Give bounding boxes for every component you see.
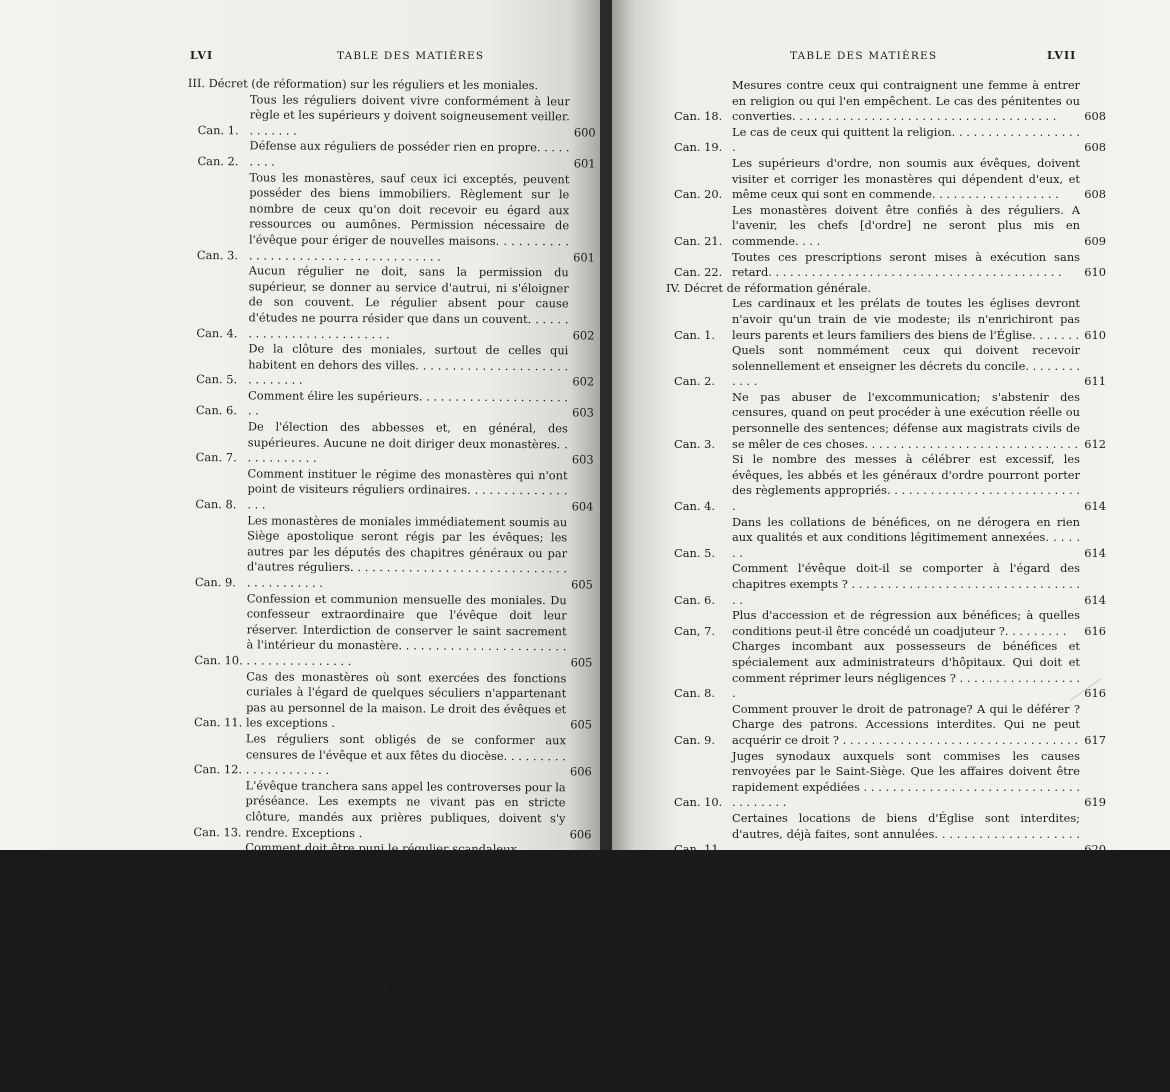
entry-text: Comment prouver le droit de patronage? A qui le déférer ? Charge des patrons. Accessions interdites. Qui ne peut acquérir ce droit ? . . . . . . . . . . . . . . . . . . . . . . . . . . . . . . . . .: [732, 701, 1080, 747]
canon-label: Can. 1.: [674, 327, 715, 342]
toc-entry: [182, 918, 591, 1030]
page-number: 604: [571, 499, 594, 514]
entry-text: Ne pas abuser de l'excommunication; s'abstenir des censures, quand on peut procéder à une exécution réelle ou personnelle des sentences; défense aux magistrats civils de se mêler de ces choses. . . . . . . . . . . . . . . . . . . . . . . . . . . . . .: [732, 389, 1080, 451]
canon-label: Can. 15.: [192, 902, 242, 917]
entry-text: La profession religieuse ne pourra être faite qu'après un an au moins de noviciat et à seize ans accomplis. . . . . . . . . .: [244, 871, 566, 918]
page-number: 605: [570, 655, 593, 670]
entry-text: Tous les réguliers doivent vivre conformément à leur règle et les supérieurs y doivent soigneusement veiller. . . . . . . .: [249, 91, 570, 138]
entry-text: Les monastères de moniales immédiatement soumis au Siège apostolique seront régis par les évêques; les autres par les députés des chapitres généraux ou par d'autres réguliers. . . . . . . . . . . . . . . . . . . . . . . . . . . . . . . . . . . . . . . . .: [246, 512, 568, 590]
page-number: 606: [569, 904, 591, 919]
canon-label: Can. 17.: [191, 1074, 241, 1089]
toc-entry: [670, 749, 1106, 811]
canon-label: Can. 16.: [192, 1011, 241, 1026]
toc-entry: [187, 170, 596, 266]
section-heading: IV. Décret de réformation générale.: [666, 280, 871, 295]
entry-text: Si le nombre des messes à célébrer est excessif, les évêques, les abbés et les généraux d'ordre pourront porter des règlements appropriés. . . . . . . . . . . . . . . . . . . . . . . . . . . .: [732, 452, 1080, 514]
entry-text: Le cas de ceux qui quittent la religion. . . . . . . . . . . . . . . . . . .: [732, 124, 1080, 155]
toc-entry: [670, 125, 1106, 156]
toc-entry: [670, 156, 1106, 203]
canon-label: Can. 7.: [195, 450, 237, 465]
page-number: 620: [1084, 842, 1106, 857]
canon-label: Can. 9.: [194, 575, 236, 590]
entry-text: Comment élire les supérieurs. . . . . . . . . . . . . . . . . . . . . . .: [247, 388, 569, 418]
toc-entry: [185, 513, 593, 593]
toc-list: [182, 76, 596, 1092]
entry-text: Toutes ces prescriptions seront mises à exécution sans retard. . . . . . . . . . . . . . . . . . . . . . . . . . . . . . . . . . . . . . . . .: [732, 249, 1080, 280]
canon-label: Can. 19.: [674, 140, 723, 155]
toc-entry: [183, 840, 591, 874]
page-number: 607: [568, 1076, 590, 1091]
canon-label: Can. 13.: [193, 824, 242, 839]
entry-text: Comment instituer le régime des monastères qui n'ont point de visiteurs réguliers ordinaires. . . . . . . . . . . . . . . . .: [247, 466, 568, 512]
canon-label: Can. 3.: [674, 436, 715, 451]
toc-entry: [186, 419, 594, 468]
page-number-header: LVII: [1047, 49, 1077, 62]
entry-text: La jeune fille, âgée de plus de douze ans, doit être examinée par l'Ordinaire si elle veut prendre l'habit régulier; l'examen est obligatoire aussi avant la profession. . . . . . . .: [243, 1027, 565, 1090]
page-number: 603: [571, 452, 594, 467]
page-number: 606: [569, 858, 592, 873]
canon-label: Can. 10.: [194, 653, 243, 668]
canon-label: Can, 7.: [674, 623, 715, 638]
toc-entry: [670, 452, 1106, 514]
toc-entry: [187, 138, 595, 172]
canon-label: Can. 12.: [193, 762, 243, 777]
page-number: 601: [573, 249, 595, 265]
page-number: 612: [1084, 436, 1106, 451]
canon-label: Can. 12.: [674, 904, 723, 919]
entry-text: Juges synodaux auxquels sont commises les causes renvoyées par le Saint-Siège. Que les affaires doivent être rapidement expédiées . . . . . . . . . . . . . . . . . . . . . . . . . . . . . . . . . . . . . .: [732, 748, 1080, 810]
canon-label: Can. 2.: [197, 154, 239, 169]
toc-entry: [670, 296, 1106, 343]
toc-entry: [670, 967, 1106, 1014]
toc-entry: [670, 515, 1106, 562]
toc-entry: [184, 669, 592, 734]
canon-label: Can. 5.: [196, 372, 238, 387]
page-number: 605: [570, 717, 593, 732]
page-number: 610: [1084, 327, 1106, 342]
entry-text: Paiement des dîmes. Ceux qui les soustraient seront excommuniés. Obligation pour les fidèles de subvenir à l'entretien des pasteurs dans les églises pauvres. . . . . . . . . . . . . . . .: [732, 857, 1080, 919]
page-number: 605: [571, 577, 593, 592]
page-number: 614: [1084, 545, 1106, 560]
toc-entry: [184, 731, 592, 780]
entry-text: Quels sont nommément ceux qui doivent recevoir solennellement et enseigner les décrets du concile. . . . . . . . . . . .: [732, 343, 1080, 389]
canon-label: Can. 10.: [674, 795, 723, 810]
toc-entry: [670, 811, 1106, 858]
page-number-header: LVI: [190, 49, 214, 62]
page-number: 614: [1084, 592, 1106, 607]
canon-label: Can. 21.: [674, 233, 723, 248]
toc-entry: [670, 608, 1106, 639]
entry-text: Cas des monastères où sont exercées des fonctions curiales à l'égard de quelques séculiers n'appartenant pas au personnel de la maison. Le droit des évêques et les exceptions .: [246, 668, 567, 731]
canon-label: Can. 14.: [193, 855, 242, 871]
canon-label: Can. 2.: [674, 374, 715, 389]
page-number: 617: [1084, 732, 1106, 747]
canon-label: Can. 13.: [674, 951, 723, 966]
canon-label: Can. 1.: [197, 122, 239, 138]
page-number: 602: [572, 374, 595, 389]
canon-label: Can. 11.: [674, 842, 723, 857]
entry-text: Comment l'évêque doit-il se comporter à l'égard des chapitres exempts ? . . . . . . . . . . . . . . . . . . . . . . . . . . . . . . . . . .: [732, 561, 1080, 607]
page-number: 621: [1084, 951, 1106, 966]
page-number: 600: [573, 125, 596, 140]
page-number: 619: [1084, 795, 1106, 810]
canon-label: Can. 6.: [674, 592, 715, 607]
page-number: 606: [569, 764, 592, 779]
toc-entry: [186, 388, 594, 422]
page-number: 607: [568, 1013, 591, 1029]
toc-entry: [183, 778, 591, 843]
entry-text: Tous les monastères, sauf ceux ici exceptés, peuvent posséder des biens immobiliers. Règlement sur le nombre de ceux qu'on doit recevoir eu égard aux ressources ou aumônes. Permission nécessaire de l'évêque pour ériger de nouvelles maisons. . . . . . . . . . . . . . . . . . . . . . . . . . . . . . . . . . . . .: [248, 169, 570, 264]
entry-text: Mesures contre ceux qui contraignent une femme à entrer en religion ou qui l'en empêchent. Le cas des pénitentes ou converties. . . . . . . . . . . . . . . . . . . . . . . . . . . . . . . . . . . . .: [732, 78, 1080, 124]
toc-entry: [670, 858, 1106, 920]
entry-text: De l'élection des abbesses et, en général, des supérieures. Aucune ne doit diriger deux monastères. . . . . . . . . . . .: [247, 419, 568, 466]
toc-entry: [670, 639, 1106, 701]
canon-label: Can. 20.: [674, 187, 723, 202]
canon-label: Can. 3.: [196, 247, 238, 262]
page-number: 608: [1084, 187, 1106, 202]
entry-text: Aucun régulier ne doit, sans la permission du supérieur, se donner au service d'autrui, ni s'éloigner de son couvent. Le régulier absent pour cause d'études ne pourra résider que dans un couvent. . . . . . . . . . . . . . . . . . . . . . . . . .: [248, 263, 569, 341]
toc-entry: [183, 871, 591, 920]
toc-entry: [670, 390, 1106, 452]
canon-label: Can. 4.: [674, 499, 715, 514]
entry-text: Les réguliers sont obligés de se conformer aux censures de l'évêque et aux fêtes du diocèse. . . . . . . . . . . . . . . . . . . . .: [245, 731, 566, 777]
page-number: 610: [1084, 265, 1106, 280]
page-number: 616: [1084, 623, 1106, 638]
canon-label: Can. 14.: [674, 998, 723, 1013]
entry-text: Les cardinaux et les prélats de toutes les églises devront n'avoir qu'un train de vie modeste; ils n'enrichiront pas leurs parents et leurs familiers des biens de l'Église. . . . . . .: [732, 296, 1080, 342]
toc-entry: [185, 466, 593, 515]
entry-text: Certaines locations de biens d'Église sont interdites; d'autres, déjà faites, sont annulées. . . . . . . . . . . . . . . . . . . . . . .: [732, 810, 1080, 857]
canon-label: Can. 8.: [195, 497, 237, 512]
entry-text: Prescriptions relatives à la procédure contre les clercs concubinaires. . . . . . . . . . . . . . . . . . . . . . . . . . . . . . . . . . . . . . .: [732, 966, 1080, 1013]
entry-text: Les monastères doivent être confiés à des réguliers. A l'avenir, les chefs [d'ordre] ne seront plus mis en commende. . . .: [732, 202, 1080, 248]
toc-entry: [184, 591, 592, 671]
page-number: 608: [1084, 140, 1106, 155]
page-number: 609: [1084, 233, 1106, 248]
toc-entry: [670, 78, 1106, 125]
page-number: 621: [1084, 904, 1106, 919]
toc-entry: [670, 920, 1106, 967]
toc-entry: [186, 263, 594, 343]
toc-entry: [186, 341, 594, 390]
running-header: TABLE DES MATIÈRES: [337, 50, 485, 62]
page-number: 601: [573, 156, 596, 171]
section-heading: III. Décret (de réformation) sur les réguliers et les moniales.: [187, 76, 539, 93]
right-page: [612, 0, 1170, 1013]
entry-text: Dans les collations de bénéfices, on ne dérogera en rien aux qualités et aux conditions légitimement annexées. . . . . . .: [732, 514, 1080, 560]
toc-list: [666, 78, 1106, 1014]
page-number: 602: [572, 327, 595, 342]
page-number: 608: [1084, 109, 1106, 124]
toc-entry: [670, 702, 1106, 749]
page-number: 621: [1084, 998, 1106, 1013]
book-gutter: [600, 0, 612, 850]
page-number: 614: [1084, 499, 1106, 514]
entry-text: L'évêque tranchera sans appel les controverses pour la préséance. Les exempts ne vivant pas en stricte clôture, mandés aux prières publiques, doivent s'y rendre. Exceptions .: [245, 778, 566, 840]
running-header: TABLE DES MATIÈRES: [790, 50, 938, 62]
canon-label: Can. 9.: [674, 732, 715, 747]
canon-label: Can. 11.: [194, 715, 243, 730]
canon-label: Can. 22.: [674, 265, 723, 280]
toc-entry: [182, 1027, 590, 1092]
canon-label: Can. 8.: [674, 686, 715, 701]
canon-label: Can. 5.: [674, 545, 715, 560]
entry-text: La quarte funéraire due aux églises cathédrales ou paroissiales. . . . . . . . . . . . . . . . . . . . . . . . . . . . . . . . . . . . . . . . .: [732, 920, 1080, 966]
canon-label: Can. 6.: [195, 403, 237, 418]
toc-entry: [670, 561, 1106, 608]
toc-entry: [670, 250, 1106, 281]
toc-entry: [670, 203, 1106, 250]
page-number: 603: [572, 405, 594, 420]
canon-label: Can. 4.: [196, 325, 238, 340]
entry-text: Comment doit être puni le régulier scandaleux. . . . . . . . . .: [245, 840, 566, 871]
entry-text: Les supérieurs d'ordre, non soumis aux évêques, doivent visiter et corriger les monastères qui dépendent d'eux, et même ceux qui sont en commende. . . . . . . . . . . . . . . . . .: [732, 155, 1080, 202]
entry-text: De la clôture des moniales, surtout de celles qui habitent en dehors des villes. . . . . . . . . . . . . . . . . . . . . . . . . . . . .: [248, 341, 569, 387]
toc-entry: [670, 343, 1106, 390]
entry-text: Charges incombant aux possesseurs de bénéfices et spécialement aux administrateurs d'hôpitaux. Qui doit et comment réprimer leurs négligences ? . . . . . . . . . . . . . . . . . .: [732, 639, 1080, 701]
entry-text: Toute renonciation ou obligation faite plus de deux mois avant la profession est nulle. A la fin de la probation, les novices doivent être admis ou congédiés. En ce qui concerne la Société de Jésus, pas de changement. Avant la profession, on ne doit attribuer au monastère aucun bien des novices. . . . . . . . . . . . . . . . . . . . . . . . . . . . . . . . . . . . .: [244, 918, 565, 1028]
toc-entry: [188, 92, 596, 141]
page-number: 616: [1084, 686, 1106, 701]
page-number: 611: [1084, 374, 1106, 389]
entry-text: Plus d'accession et de régression aux bénéfices; à quelles conditions peut-il être concédé un coadjuteur ?. . . . . . . . .: [732, 608, 1080, 638]
canon-label: Can. 18.: [674, 109, 723, 124]
entry-text: Défense aux réguliers de posséder rien en propre. . . . . . . . .: [249, 138, 570, 169]
entry-text: Confession et communion mensuelle des moniales. Du confesseur extraordinaire que l'évêque doit leur réserver. Interdiction de conserver le saint sacrement à l'intérieur du monastère. . . . . . . . . . . . . . . . . . . . . . . . . . . . . . . . . . . . . .: [246, 590, 567, 668]
page-number: 606: [569, 826, 592, 841]
